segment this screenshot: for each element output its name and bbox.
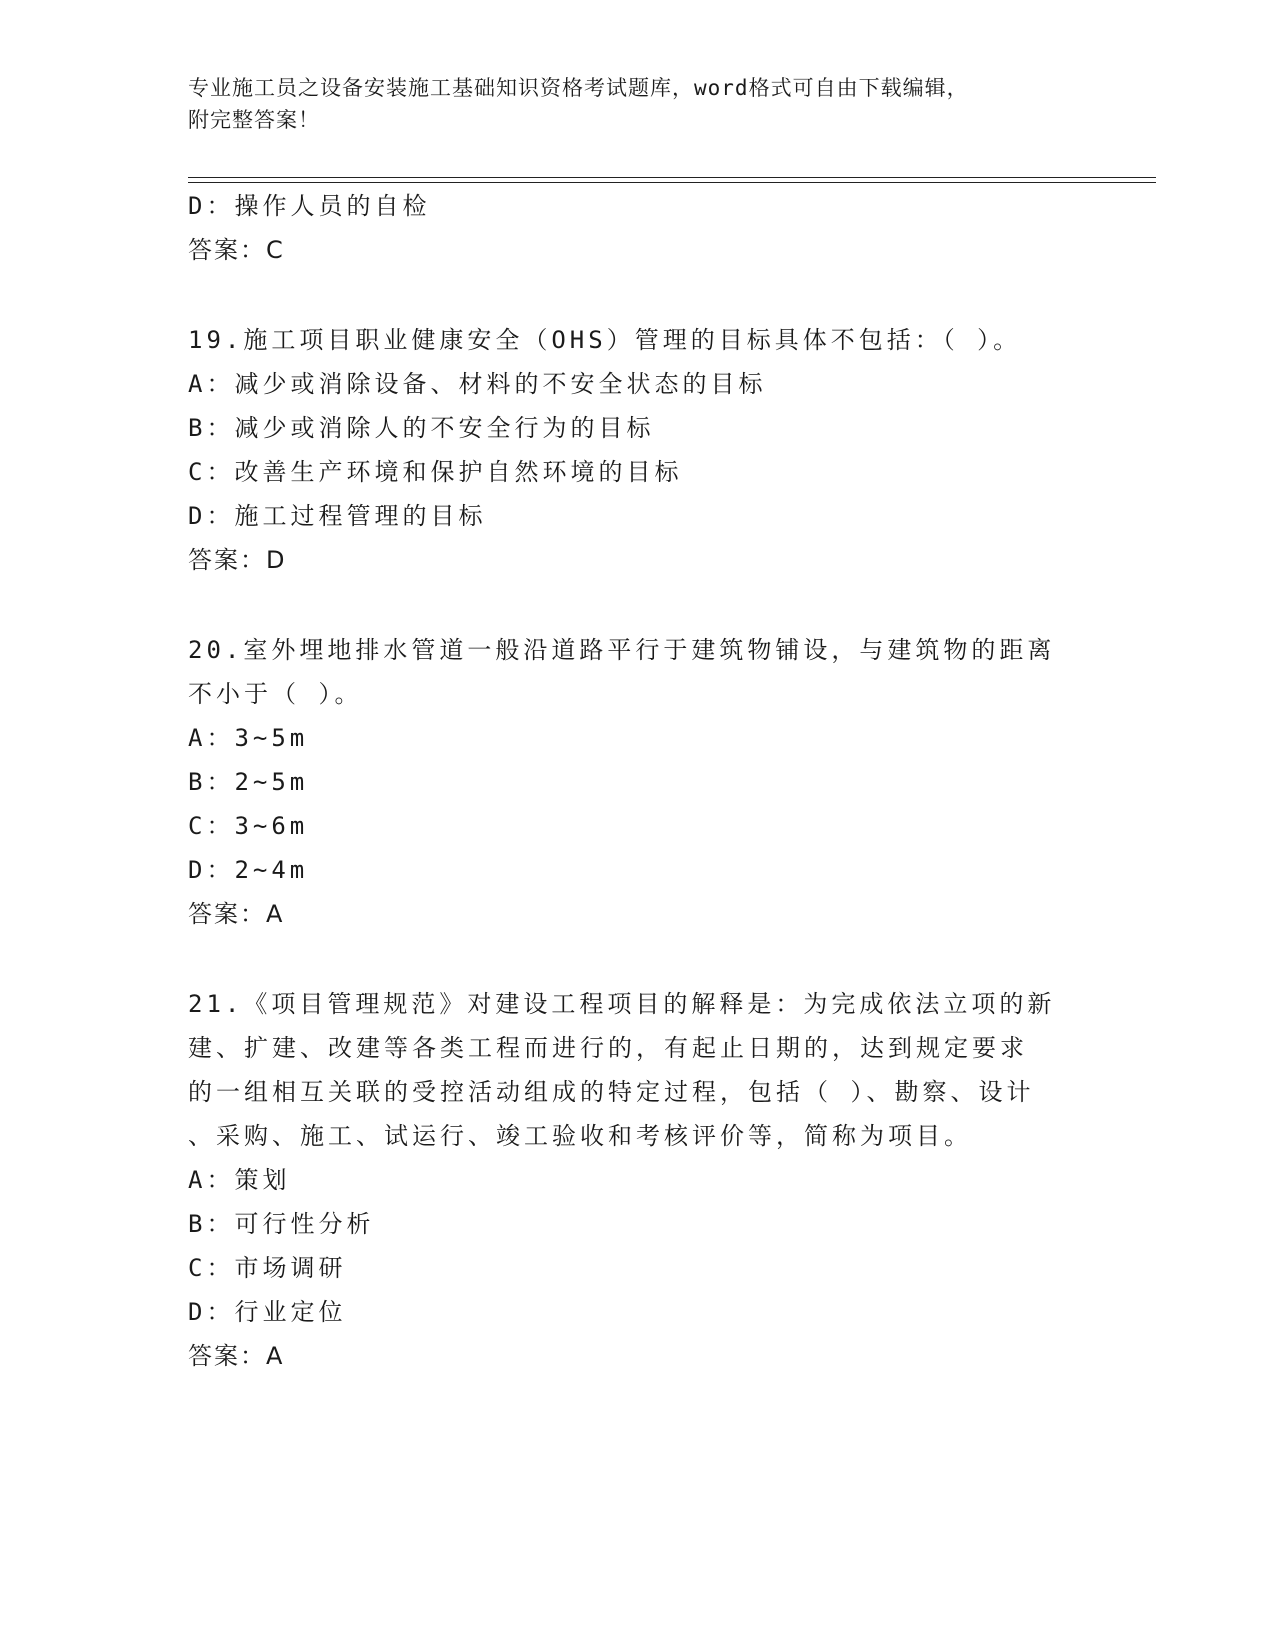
- q19-option-c: C：改善生产环境和保护自然环境的目标: [188, 458, 683, 486]
- q21-stem-line-1: 21.《项目管理规范》对建设工程项目的解释是：为完成依法立项的新: [188, 990, 1056, 1018]
- q20-stem-line-1: 20.室外埋地排水管道一般沿道路平行于建筑物铺设，与建筑物的距离: [188, 636, 1056, 664]
- header-divider-bottom: [188, 182, 1156, 183]
- header-line-2: 附完整答案！: [188, 108, 320, 132]
- q21-option-b: B：可行性分析: [188, 1210, 375, 1238]
- prev-answer: 答案：C: [188, 236, 285, 264]
- q19-option-b: B：减少或消除人的不安全行为的目标: [188, 414, 655, 442]
- q21-option-d: D：行业定位: [188, 1298, 347, 1326]
- q20-answer: 答案：A: [188, 900, 285, 928]
- header-line-1: 专业施工员之设备安装施工基础知识资格考试题库，word格式可自由下载编辑，: [188, 76, 969, 100]
- q21-option-c: C：市场调研: [188, 1254, 347, 1282]
- document-header: [188, 72, 1068, 136]
- q20-option-d: D：2~4m: [188, 856, 309, 884]
- q20-option-c: C：3~6m: [188, 812, 309, 840]
- q21-stem-line-3: 的一组相互关联的受控活动组成的特定过程，包括（ ）、勘察、设计: [188, 1078, 1035, 1106]
- q21-answer: 答案：A: [188, 1342, 285, 1370]
- q20-stem-line-2: 不小于（ ）。: [188, 680, 363, 708]
- q19-stem: 19.施工项目职业健康安全（OHS）管理的目标具体不包括：（ ）。: [188, 326, 1022, 354]
- q21-stem-line-4: 、采购、施工、试运行、竣工验收和考核评价等，简称为项目。: [188, 1122, 972, 1150]
- header-divider-top: [188, 177, 1156, 178]
- q19-answer: 答案：D: [188, 546, 287, 574]
- prev-option-d: D：操作人员的自检: [188, 192, 431, 220]
- q21-stem-line-2: 建、扩建、改建等各类工程而进行的，有起止日期的，达到规定要求: [188, 1034, 1028, 1062]
- q20-option-b: B：2~5m: [188, 768, 309, 796]
- q19-option-a: A：减少或消除设备、材料的不安全状态的目标: [188, 370, 767, 398]
- q19-option-d: D：施工过程管理的目标: [188, 502, 487, 530]
- q21-option-a: A：策划: [188, 1166, 291, 1194]
- q20-option-a: A：3~5m: [188, 724, 309, 752]
